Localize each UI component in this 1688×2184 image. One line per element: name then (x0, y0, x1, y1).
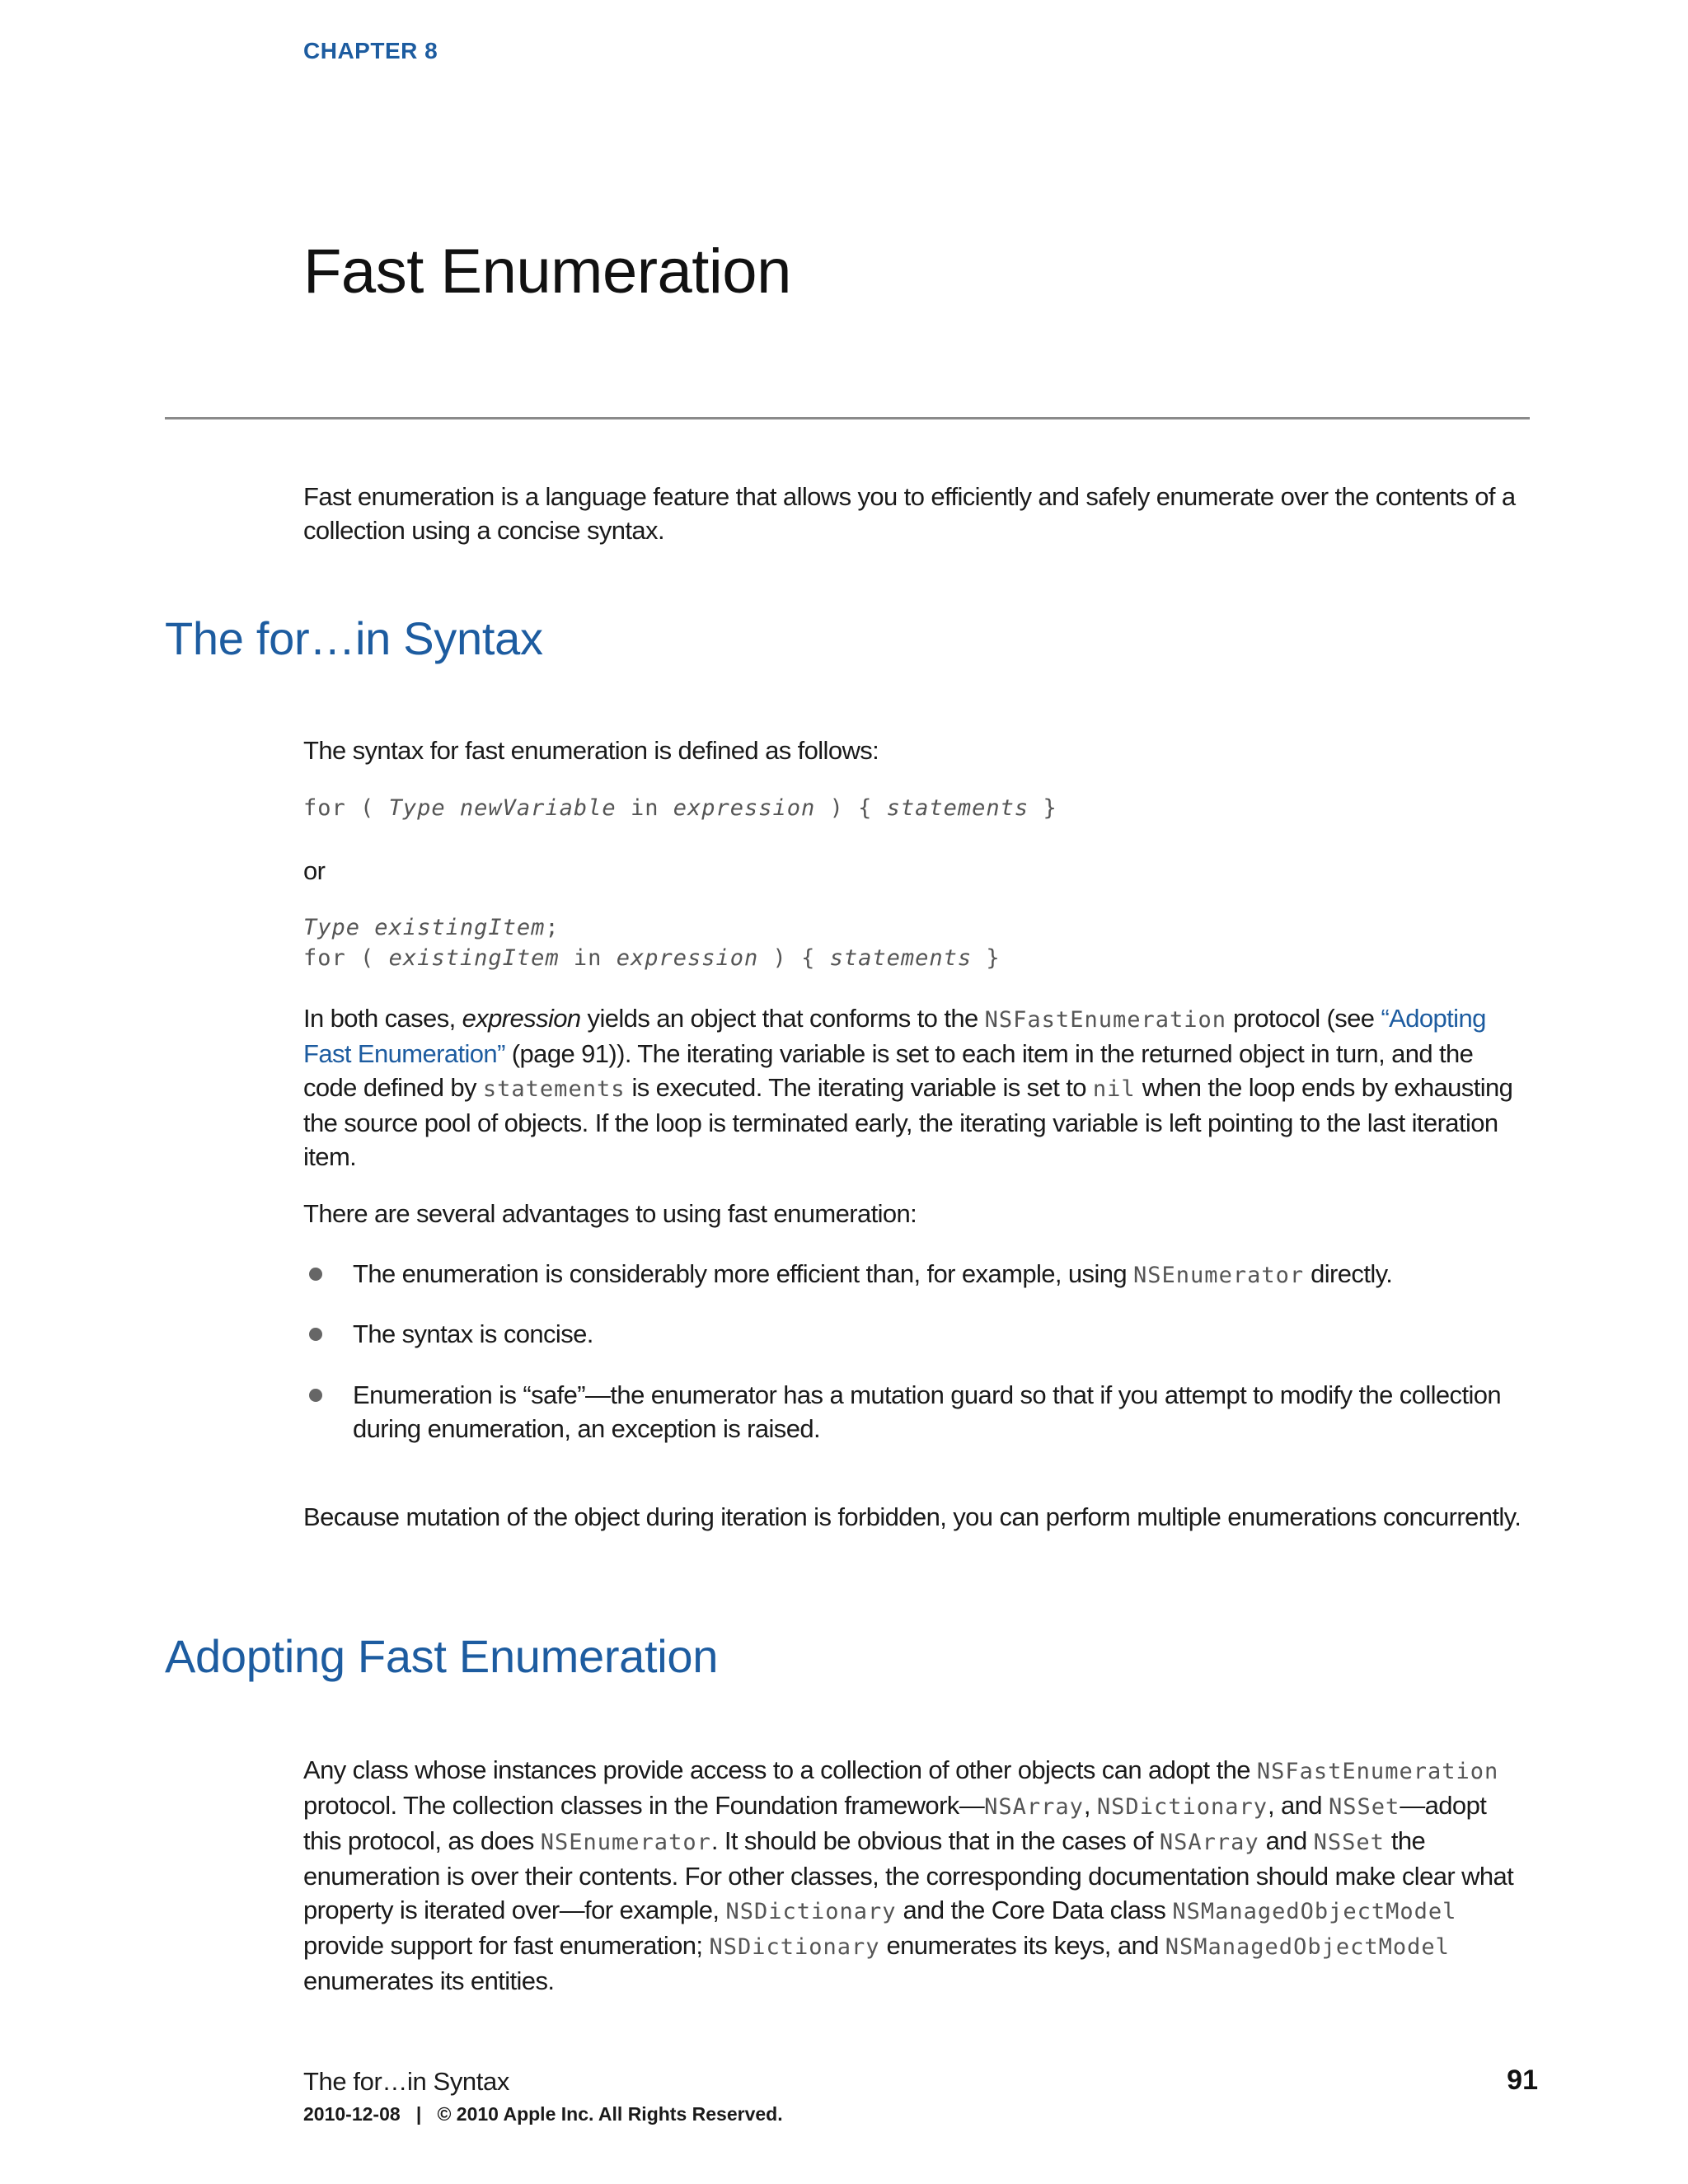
inline-code: NSEnumerator (540, 1830, 711, 1855)
text-run: In both cases, (303, 1004, 462, 1033)
text-run: and (1259, 1826, 1314, 1855)
text-run: provide support for fast enumeration; (303, 1931, 710, 1960)
inline-code: NSEnumerator (1133, 1263, 1305, 1288)
inline-code: NSDictionary (709, 1934, 880, 1960)
code-token: { (858, 795, 873, 821)
text-run: when the loop ends by exhausting the source pool of objects. If the loop is terminated early, the iterating variable is left pointing to the last iteration item. (303, 1073, 1513, 1171)
code-token: } (986, 945, 1001, 971)
code-token: { (801, 945, 816, 971)
code-token: for (303, 795, 346, 821)
code-token: in (573, 945, 603, 971)
section-heading-adopting: Adopting Fast Enumeration (165, 1630, 719, 1682)
list-item: The syntax is concise. (353, 1319, 593, 1348)
title-divider (165, 417, 1530, 419)
code-token: existingItem (388, 945, 560, 971)
code-token: statements (829, 945, 973, 971)
footer-section-title: The for…in Syntax (303, 2067, 509, 2096)
inline-code: NSFastEnumeration (1256, 1759, 1499, 1784)
text-run: (page 91)). The iterating variable is set to each item in the returned object in turn, and the code defined by (303, 1039, 1474, 1102)
inline-code: nil (1092, 1076, 1136, 1102)
inline-code: NSManagedObjectModel (1165, 1934, 1450, 1960)
text-run: . It should be obvious that in the cases of (710, 1826, 1160, 1855)
text-run: enumerates its entities. (303, 1966, 555, 1995)
code-block-2 (303, 912, 1001, 973)
section-heading-for-in: The for…in Syntax (165, 612, 543, 664)
code-token: for (303, 945, 346, 971)
code-token: Type (388, 795, 446, 821)
bullet-icon (309, 1328, 322, 1341)
adopting-fast-enumeration-link[interactable]: “Adopting Fast Enumeration” (303, 1004, 1486, 1068)
code-token: in (630, 795, 659, 821)
code-token: expression (616, 945, 759, 971)
code-token: } (1043, 795, 1057, 821)
text-run: enumerates its keys, and (879, 1931, 1165, 1960)
inline-code: NSDictionary (725, 1899, 897, 1924)
inline-code: NSDictionary (1096, 1794, 1268, 1820)
code-token: newVariable (459, 795, 617, 821)
list-item: Enumeration is “safe”—the enumerator has a mutation guard so that if you attempt to modify the collection during enumeration, an exception is raised. (353, 1380, 1502, 1443)
code-token: ( (360, 795, 375, 821)
advantages-intro: There are several advantages to using fast enumeration: (303, 1199, 917, 1228)
text-run: , and (1268, 1791, 1329, 1820)
text-run: Any class whose instances provide access to a collection of other objects can adopt the (303, 1755, 1257, 1784)
inline-code: NSSet (1313, 1830, 1385, 1855)
code-block-1 (303, 793, 1057, 823)
text-run: the enumeration is over their contents. For other classes, the corresponding documentation should make clear what property is iterated over—for example, (303, 1826, 1514, 1924)
footer-divider: | (415, 2103, 422, 2125)
chapter-title: Fast Enumeration (303, 237, 791, 307)
inline-code: NSFastEnumeration (984, 1007, 1226, 1033)
text-run: and the Core Data class (896, 1896, 1173, 1924)
text-run: protocol. The collection classes in the Foundation framework— (303, 1791, 985, 1820)
code-token: ) (829, 795, 844, 821)
or-text: or (303, 856, 326, 885)
text-run: expression (462, 1004, 581, 1033)
text-run: is executed. The iterating variable is set to (625, 1073, 1093, 1102)
text-run: protocol (see (1226, 1004, 1381, 1033)
text-run: , (1083, 1791, 1097, 1820)
footer-date: 2010-12-08 (303, 2103, 401, 2125)
inline-code: NSArray (1159, 1830, 1259, 1855)
chapter-label: CHAPTER 8 (303, 38, 438, 63)
text-run: yields an object that conforms to the (580, 1004, 985, 1033)
footer-copyright (303, 2103, 783, 2125)
bullet-icon (309, 1268, 322, 1281)
inline-code: NSArray (984, 1794, 1084, 1820)
mutation-paragraph: Because mutation of the object during iteration is forbidden, you can perform multiple enumerations concurrently. (303, 1502, 1522, 1531)
code-token: statements (886, 795, 1029, 821)
syntax-intro: The syntax for fast enumeration is defined as follows: (303, 736, 879, 765)
code-token: existingItem (374, 915, 546, 940)
code-token: ) (772, 945, 787, 971)
copyright-text: © 2010 Apple Inc. All Rights Reserved. (437, 2103, 783, 2125)
bullet-icon (309, 1389, 322, 1402)
both-cases-paragraph (303, 1001, 1523, 1174)
inline-code: statements (482, 1076, 626, 1102)
text-run: directly. (1304, 1259, 1393, 1288)
code-token: ; (545, 915, 560, 940)
code-token: expression (673, 795, 816, 821)
adopting-paragraph (303, 1753, 1523, 1998)
inline-code: NSManagedObjectModel (1172, 1899, 1457, 1924)
code-token: ( (360, 945, 375, 971)
text-run: —adopt this protocol, as does (303, 1791, 1487, 1855)
inline-code: NSSet (1328, 1794, 1400, 1820)
code-token: Type (303, 915, 361, 940)
text-run: The enumeration is considerably more efficient than, for example, using (353, 1259, 1134, 1288)
list-item (353, 1257, 1523, 1292)
page-number: 91 (1507, 2064, 1538, 2096)
intro-paragraph: Fast enumeration is a language feature that allows you to efficiently and safely enumerate over the contents of a collection using a concise syntax. (303, 482, 1516, 545)
